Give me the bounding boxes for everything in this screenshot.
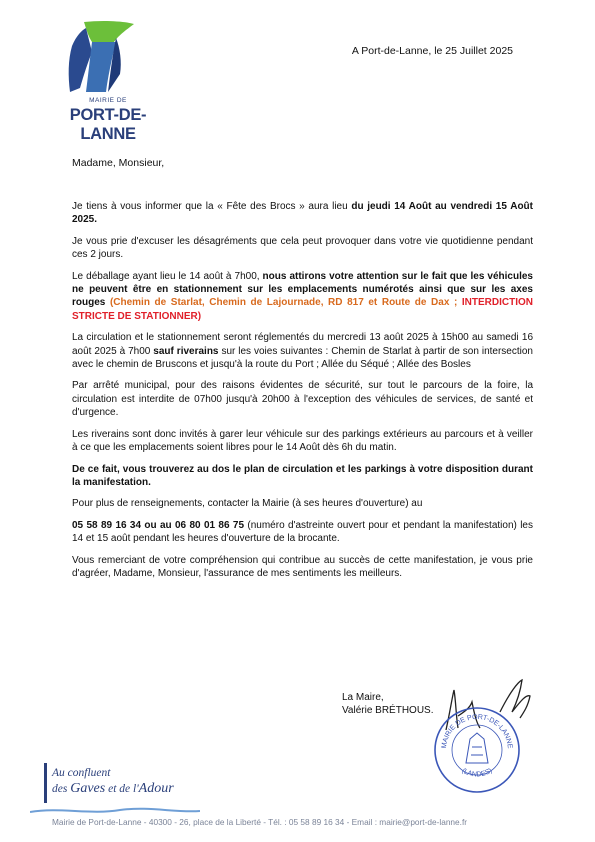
town-slogan (52, 765, 174, 797)
paragraph-phones (72, 519, 533, 546)
parking-warning: nous attirons votre attention sur le fait que les véhicules ne peuvent être en stationnement sur les emplacements numérotés ainsi que sur les axes rouges (72, 270, 533, 309)
signature-name: Valérie BRÉTHOUS. (342, 705, 434, 716)
slogan-line-1: Au confluent (52, 767, 111, 779)
town-logo (58, 18, 158, 143)
paragraph-parking-warning (72, 270, 533, 324)
paragraph-traffic-regulation (72, 331, 533, 371)
paragraph-municipal-order: Par arrêté municipal, pour des raisons évidentes de sécurité, sur tout le parcours de la foire, la circulation est interdite de 07h00 jusqu'à 20h00 à l'exception des véhicules de services, de santé et d'urgence. (72, 380, 533, 419)
river-logo-icon (62, 18, 154, 96)
letter-body (72, 200, 533, 588)
footer-contact: Mairie de Port-de-Lanne - 40300 - 26, place de la Liberté - Tél. : 05 58 89 16 34 - Email : mairie@port-de-lanne.fr (52, 817, 468, 827)
text-span: sur les voies suivantes : Chemin de Starlat à partir de son intersection avec le chemin de Bruscons et jusqu'à la route du Port ; Allée du Séqué ; Allée des Bosles (72, 345, 533, 371)
parking-prohibition: INTERDICTION STRICTE DE STATIONNER) (72, 297, 533, 322)
text-span: des (52, 783, 71, 795)
text-span: et de l' (105, 783, 139, 795)
text-span: Je tiens à vous informer que la « Fête des Brocs » aura lieu (72, 201, 352, 212)
phone-numbers: 05 58 89 16 34 ou au 06 80 01 86 75 (72, 519, 245, 531)
paragraph-apology: Je vous prie d'excuser les désagréments que cela peut provoquer dans votre vie quotidienne pendant ces 2 jours. (72, 235, 533, 261)
residents-exception: sauf riverains (153, 345, 219, 357)
red-roads-list: (Chemin de Starlat, Chemin de Lajournade, RD 817 et Route de Dax ; (109, 297, 458, 309)
stamp-bottom-text: (LANDES) (460, 767, 494, 779)
salutation: Madame, Monsieur, (72, 157, 165, 169)
wave-decoration-icon (30, 806, 200, 816)
logo-town-name: PORT-DE-LANNE (69, 106, 147, 143)
paragraph-map-note (72, 463, 533, 490)
text-span: (numéro d'astreinte ouvert pour et pendant la manifestation) les 14 et 15 août pendant les heures d'ouverture de la brocante. (72, 519, 533, 545)
logo-mairie-de: MAIRIE DE (89, 97, 127, 104)
map-note: De ce fait, vous trouverez au dos le plan de circulation et les parkings à votre disposition durant la manifestation. (72, 463, 533, 488)
official-stamp-icon (432, 705, 522, 795)
text-span: Le déballage ayant lieu le 14 août à 7h00, (72, 270, 263, 282)
svg-text:(LANDES) (460, 767, 493, 778)
event-dates: du jeudi 14 Août au vendredi 15 Août 2025. (72, 201, 534, 226)
slogan-line-2 (52, 781, 174, 797)
paragraph-residents: Les riverains sont donc invités à garer leur véhicule sur des parkings extérieurs au parcours et à veiller à ce que les emplacements soient libres pour le 14 Août dès 6h du matin. (72, 428, 533, 454)
slogan-bar (44, 763, 47, 803)
text-span: La circulation et le stationnement seront réglementés du mercredi 13 août 2025 à 15h00 au samedi 16 août 2025 à 7h00 (72, 332, 533, 357)
paragraph-event-dates (72, 200, 533, 227)
paragraph-closing: Vous remerciant de votre compréhension qui contribue au succès de cette manifestation, je vous prie d'agréer, Madame, Monsieur, l'assurance de mes sentiments les meilleurs. (72, 554, 533, 579)
signature-role: La Maire, (342, 692, 384, 703)
stamp-top-text: MAIRIE DE PORT-DE-LANNE (440, 713, 514, 749)
text-span: Gaves (70, 781, 106, 796)
text-span: Adour (138, 781, 174, 796)
signature-block (342, 691, 434, 717)
paragraph-contact: Pour plus de renseignements, contacter la Mairie (à ses heures d'ouverture) au (72, 498, 423, 510)
svg-text:MAIRIE DE PORT-DE-LANNE (441, 714, 513, 749)
letter-date: A Port-de-Lanne, le 25 Juillet 2025 (351, 45, 513, 57)
